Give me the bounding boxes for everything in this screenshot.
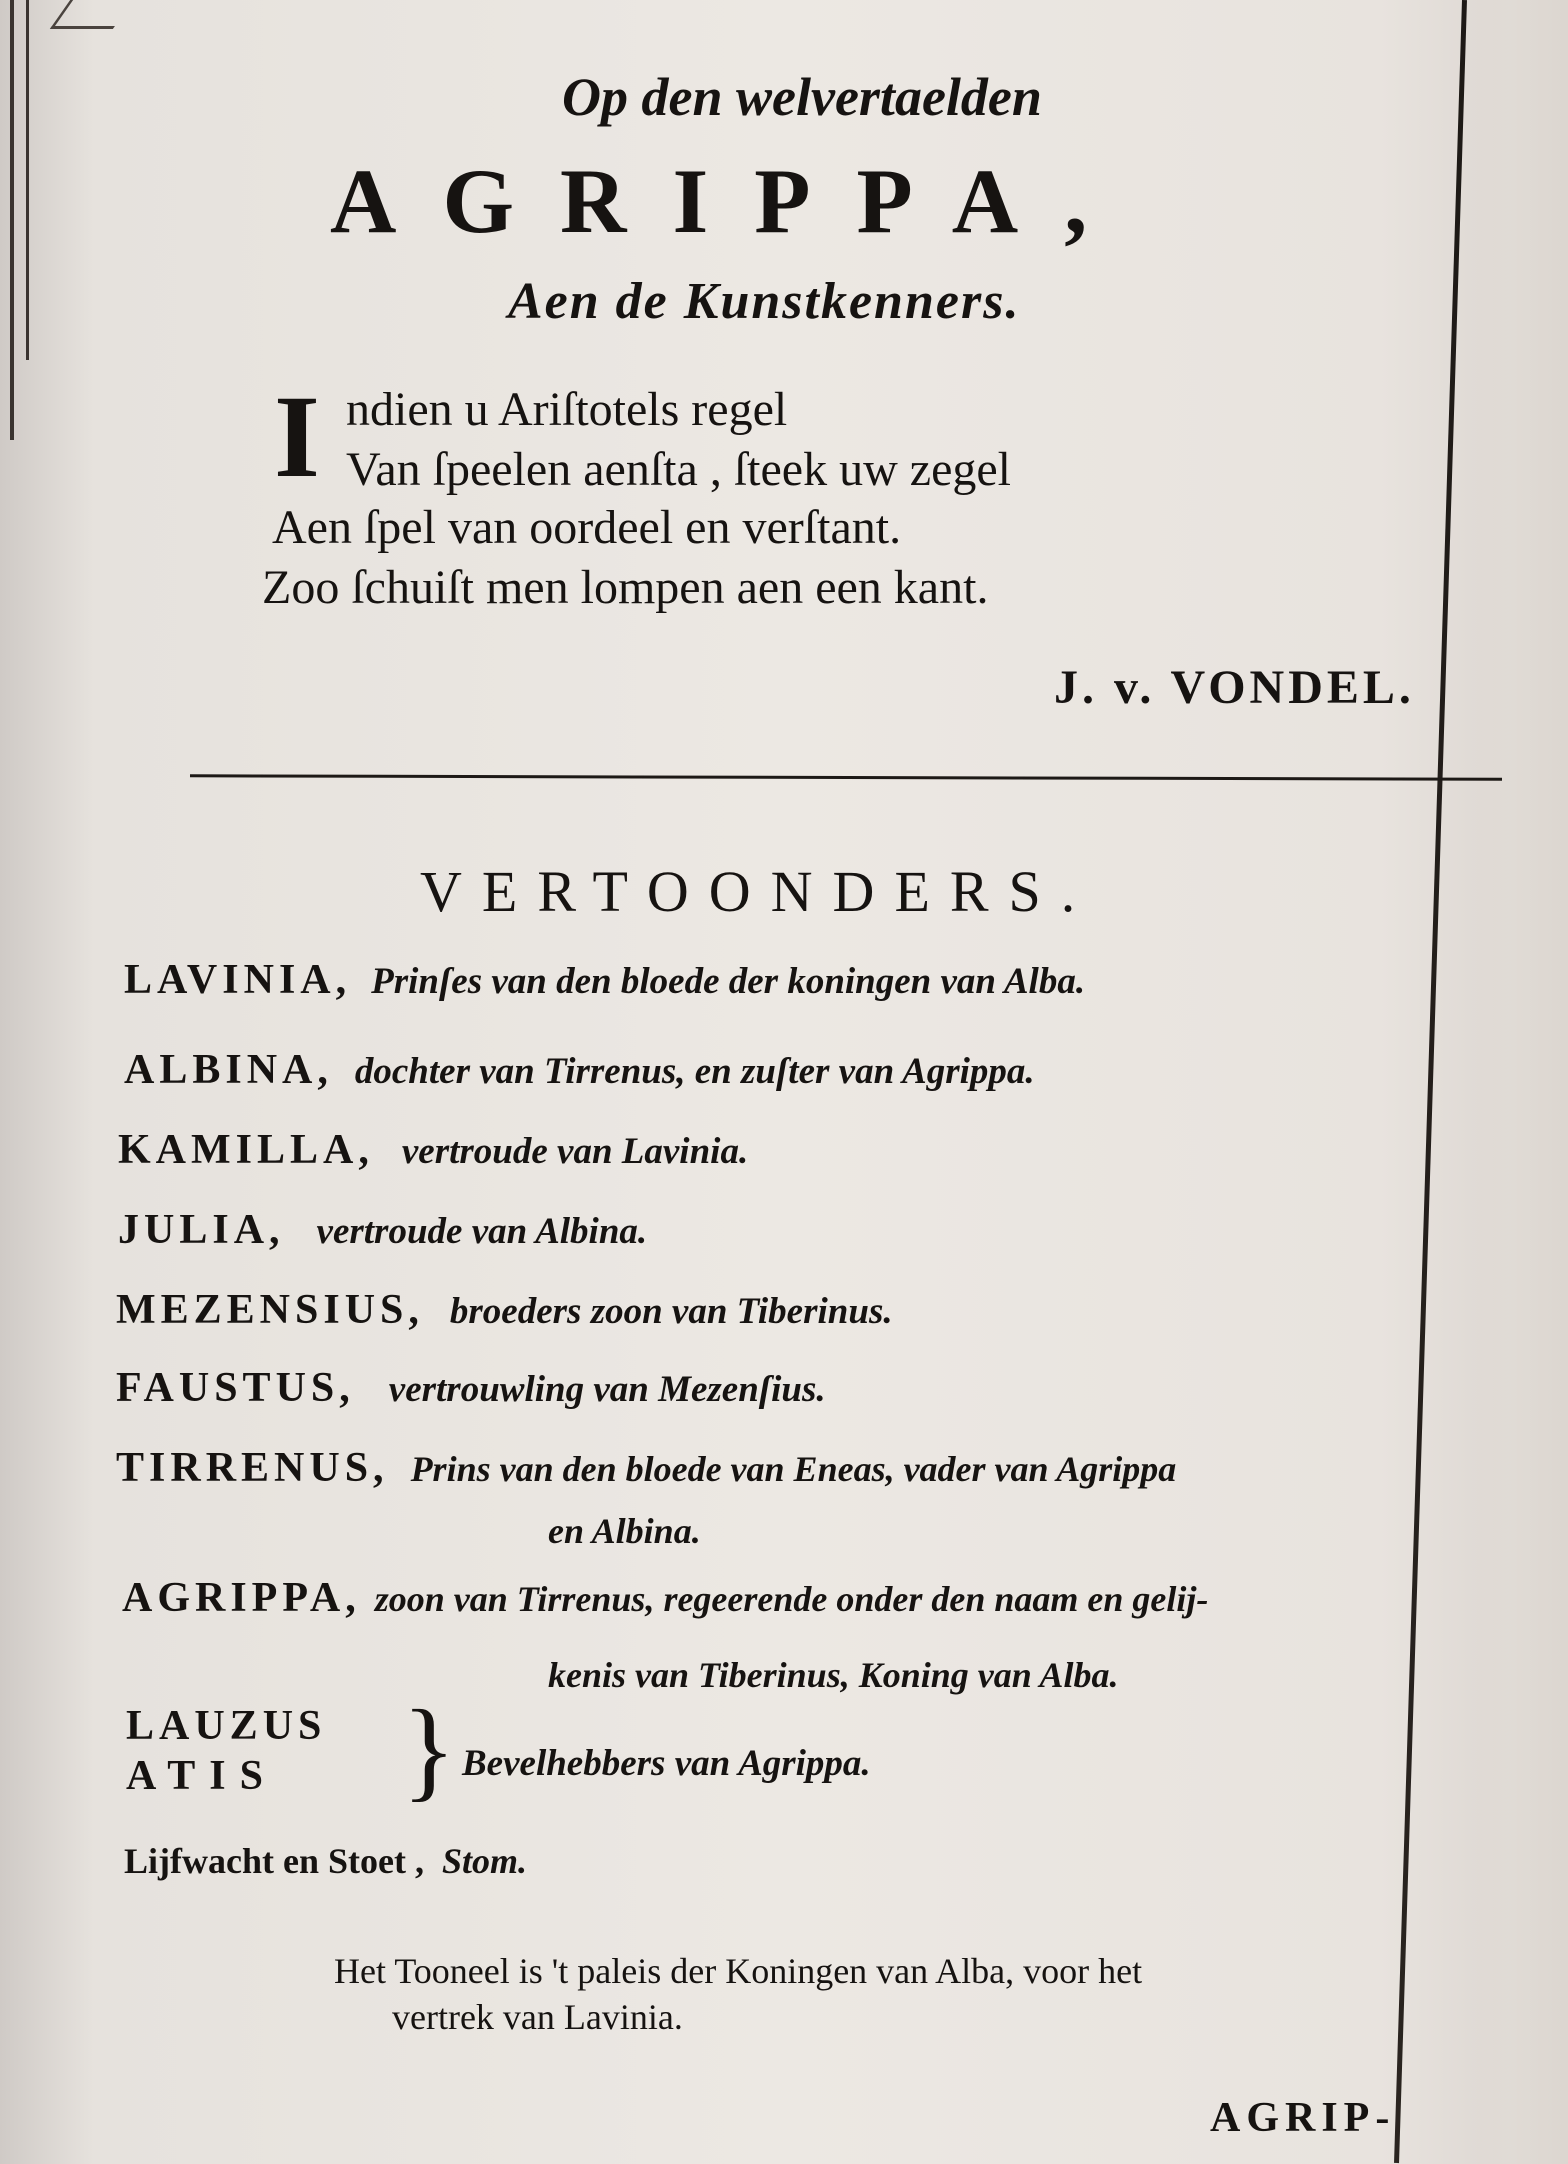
character-description-continued: en Albina. bbox=[548, 1511, 701, 1551]
cast-entry bbox=[122, 1574, 1208, 1622]
poem-signature: J. v. VONDEL. bbox=[1054, 661, 1415, 714]
spine-edge-line bbox=[10, 0, 14, 440]
character-name: LAVINIA, bbox=[124, 957, 352, 1003]
spine-edge-line-inner bbox=[26, 0, 29, 360]
character-name: FAUSTUS, bbox=[116, 1365, 355, 1411]
page-corner-fold bbox=[50, 0, 133, 29]
character-description: dochter van Tirrenus, en zuſter van Agrippa. bbox=[354, 1051, 1035, 1092]
cast-entry bbox=[124, 1046, 1035, 1094]
character-description: vertroude van Albina. bbox=[316, 1211, 648, 1252]
character-description: zoon van Tirrenus, regeerende onder den naam en gelij- bbox=[374, 1579, 1209, 1619]
cast-heading: VERTOONDERS. bbox=[420, 859, 1096, 924]
character-name: TIRRENUS, bbox=[116, 1445, 389, 1491]
character-name: JULIA, bbox=[118, 1207, 285, 1253]
poem-line-1: ndien u Ariſtotels regel bbox=[346, 383, 788, 436]
character-name: AGRIPPA, bbox=[122, 1575, 361, 1621]
section-divider bbox=[190, 774, 1502, 780]
stage-note-line-1: Het Tooneel is 't paleis der Koningen van Alba, voor het bbox=[334, 1951, 1143, 1991]
character-name: KAMILLA, bbox=[118, 1127, 374, 1173]
cast-entry bbox=[116, 1444, 1176, 1492]
page-border-rule bbox=[1394, 0, 1467, 2163]
cast-entry bbox=[116, 1364, 826, 1412]
page-right-edge bbox=[1472, 0, 1568, 2164]
cast-extras bbox=[124, 1840, 527, 1882]
character-description: Prinſes van den bloede der koningen van Alba. bbox=[371, 961, 1086, 1002]
extras-description: Stom. bbox=[441, 1841, 527, 1881]
cast-entry bbox=[118, 1206, 647, 1254]
character-description: vertrouwling van Mezenſius. bbox=[388, 1369, 826, 1410]
character-description: vertroude van Lavinia. bbox=[401, 1131, 749, 1172]
character-name-lauzus: LAUZUS bbox=[126, 1703, 327, 1749]
stage-note-line-2: vertrek van Lavinia. bbox=[392, 1997, 683, 2037]
character-name: ALBINA, bbox=[124, 1047, 333, 1093]
character-name: MEZENSIUS, bbox=[116, 1287, 424, 1333]
extras-label: Lijfwacht en Stoet , bbox=[124, 1841, 424, 1881]
cast-entry bbox=[124, 956, 1085, 1004]
poem-line-4: Zoo ſchuiſt men lompen aen een kant. bbox=[262, 561, 989, 614]
poem-dropcap: I bbox=[274, 371, 320, 502]
character-description: Prins van den bloede van Eneas, vader van Agrippa bbox=[410, 1449, 1177, 1489]
grouping-brace: } bbox=[402, 1688, 456, 1812]
cast-entry bbox=[116, 1286, 893, 1334]
page-title: AGRIPPA, bbox=[330, 150, 1134, 252]
catchword: AGRIP- bbox=[1210, 2095, 1396, 2141]
character-name-atis: ATIS bbox=[126, 1753, 277, 1799]
character-description: broeders zoon van Tiberinus. bbox=[449, 1291, 893, 1332]
poem-line-2: Van ſpeelen aenſta , ſteek uw zegel bbox=[346, 443, 1012, 496]
character-description-continued: kenis van Tiberinus, Koning van Alba. bbox=[548, 1655, 1119, 1695]
cast-entry bbox=[118, 1126, 748, 1174]
poem-line-3: Aen ſpel van oordeel en verſtant. bbox=[272, 501, 902, 554]
subtitle: Aen de Kunstkenners. bbox=[508, 273, 1021, 330]
group-description: Bevelhebbers van Agrippa. bbox=[462, 1743, 871, 1784]
intro-italic-line: Op den welvertaelden bbox=[562, 67, 1042, 127]
